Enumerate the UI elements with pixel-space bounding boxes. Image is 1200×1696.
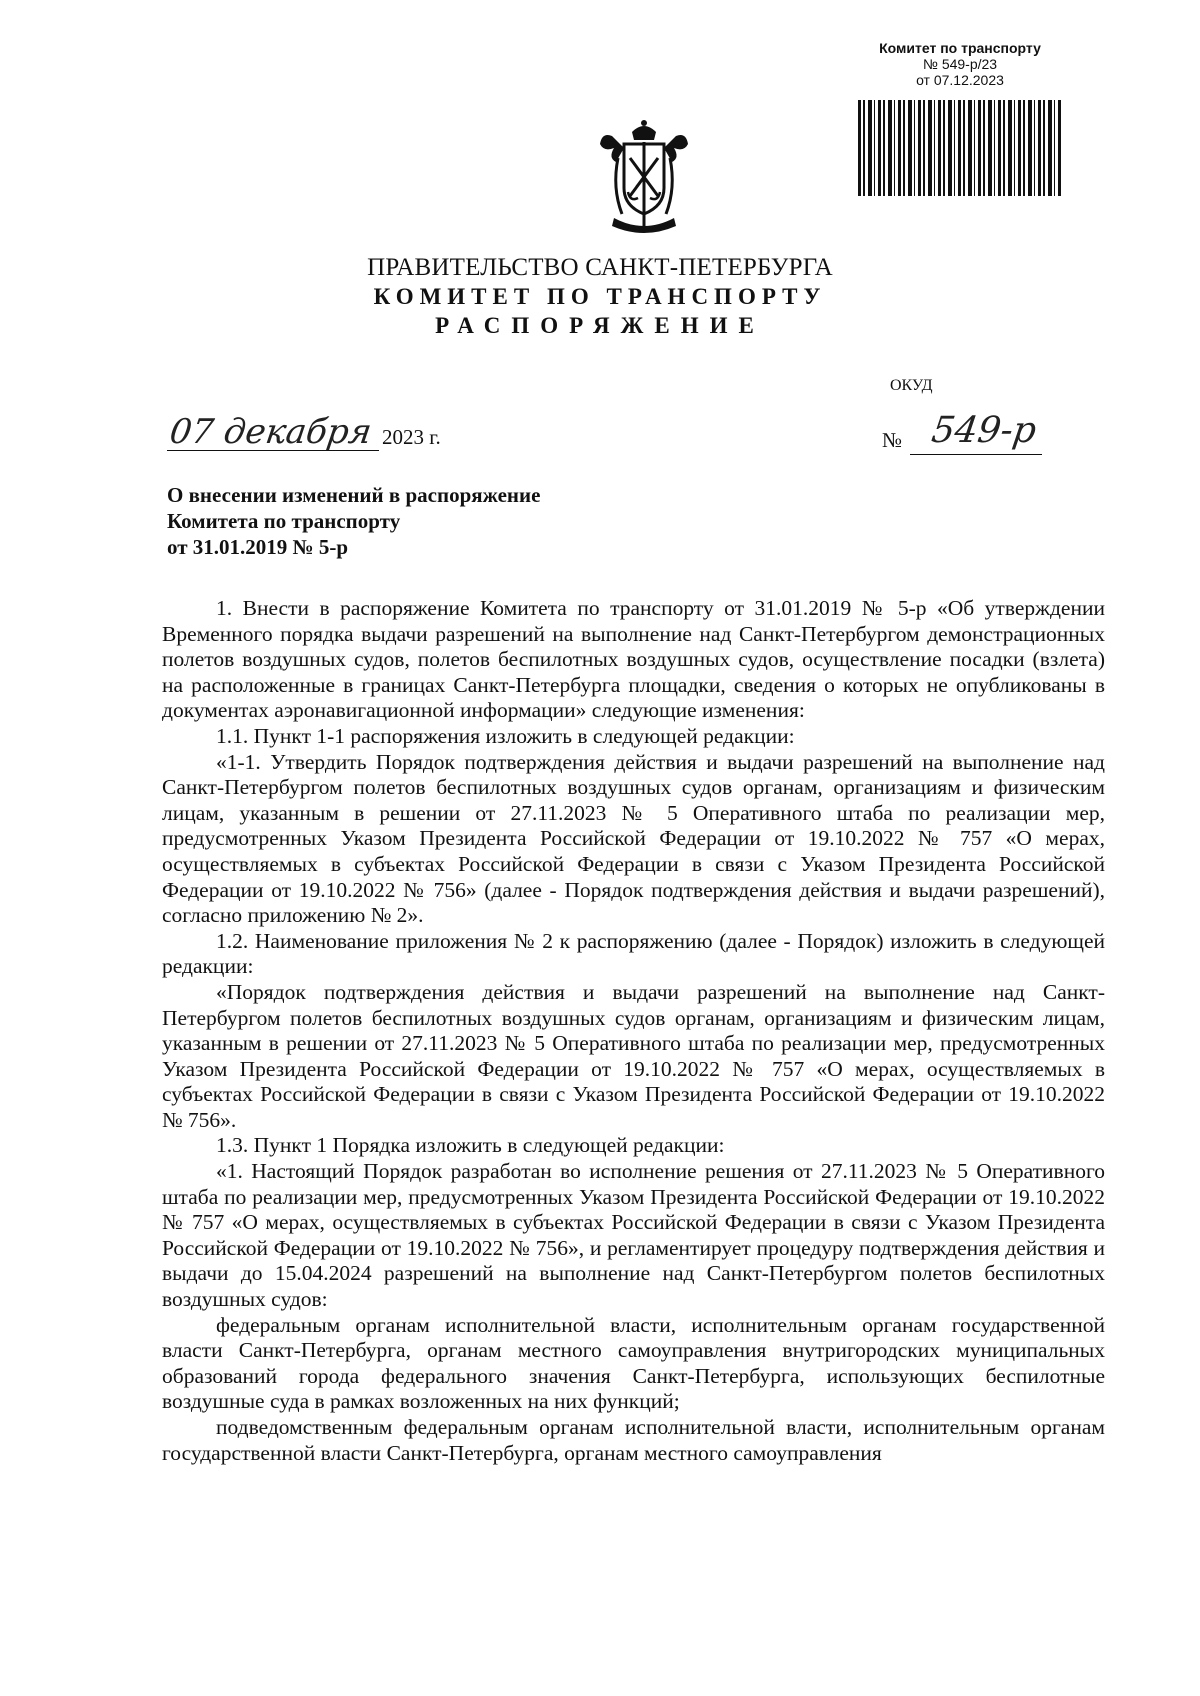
barcode (858, 100, 1062, 196)
body-paragraph: подведомственным федеральным органам исполнительной власти, исполнительным органам государственной власти Санкт-Петербурга, органам местного самоуправления (162, 1415, 1105, 1465)
number-sign: № (882, 428, 903, 452)
body-paragraph: 1.3. Пункт 1 Порядка изложить в следующей редакции: (216, 1133, 725, 1158)
document-type-title: РАСПОРЯЖЕНИЕ (435, 313, 765, 338)
committee-title: КОМИТЕТ ПО ТРАНСПОРТУ (373, 284, 827, 309)
body-paragraph: 1.1. Пункт 1-1 распоряжения изложить в следующей редакции: (216, 723, 795, 748)
stamp-line-number: № 549-р/23 (922, 56, 998, 72)
stamp-line-date: от 07.12.2023 (916, 72, 1004, 88)
document-subject (167, 482, 687, 560)
date-year: 2023 г. (382, 425, 441, 449)
registration-stamp (850, 40, 1070, 88)
document-body (162, 596, 1105, 1466)
body-paragraph: «1-1. Утвердить Порядок подтверждения действия и выдачи разрешений на выполнение над Санкт-Петербургом полетов беспилотных воздушных судов органам, организациям и физическим лицам, указанным в решении от 27.11.2023 № 5 Оперативного штаба по реализации мер, предусмотренных Указом Президента Российской Федерации от 19.10.2022 № 757 «О мерах, осуществляемых в субъектах Российской Федерации в связи с Указом Президента Российской Федерации от 19.10.2022 № 756» (далее - Порядок подтверждения действия и выдачи разрешений), согласно приложению № 2». (162, 749, 1105, 928)
subject-line: от 31.01.2019 № 5-р (167, 535, 349, 559)
body-paragraph: федеральным органам исполнительной власти, исполнительным органам государственной власти Санкт-Петербурга, органам местного самоуправления внутригородских муниципальных образований города федерального значения Санкт-Петербурга, использующих беспилотные воздушные суда в рамках возложенных на них функций; (162, 1312, 1105, 1414)
government-title: ПРАВИТЕЛЬСТВО САНКТ-ПЕТЕРБУРГА (367, 254, 833, 281)
body-paragraph: «1. Настоящий Порядок разработан во исполнение решения от 27.11.2023 № 5 Оперативного штаба по реализации мер, предусмотренных Указом Президента Российской Федерации от 19.10.2022 № 757 «О мерах, осуществляемых в субъектах Российской Федерации в связи с Указом Президента Российской Федерации от 19.10.2022 № 756», и регламентирует процедуру подтверждения действия и выдачи до 15.04.2024 разрешений на выполнение над Санкт-Петербургом полетов беспилотных воздушных судов: (162, 1159, 1105, 1312)
okud-label: ОКУД (890, 377, 933, 394)
subject-line: Комитета по транспорту (167, 509, 401, 533)
body-paragraph: 1.2. Наименование приложения № 2 к распоряжению (далее - Порядок) изложить в следующей редакции: (162, 928, 1105, 979)
handwritten-number: 549-р (929, 410, 1039, 451)
subject-line: О внесении изменений в распоряжение (167, 483, 541, 507)
body-paragraph: «Порядок подтверждения действия и выдачи разрешений на выполнение над Санкт-Петербургом полетов беспилотных воздушных судов органам, организациям и физическим лицам, указанным в решении от 27.11.2023 № 5 Оперативного штаба по реализации мер, предусмотренных Указом Президента Российской Федерации от 19.10.2022 № 757 «О мерах, осуществляемых в субъектах Российской Федерации в связи с Указом Президента Российской Федерации от 19.10.2022 № 756». (162, 979, 1105, 1132)
body-paragraph: 1. Внести в распоряжение Комитета по транспорту от 31.01.2019 № 5-р «Об утверждении Временного порядка выдачи разрешений на выполнение над Санкт-Петербургом демонстрационных полетов воздушных судов, полетов беспилотных воздушных судов, осуществление посадки (взлета) на расположенные в границах Санкт-Петербурга площадки, сведения о которых не опубликованы в документах аэронавигационной информации» следующие изменения: (162, 596, 1105, 723)
coat-of-arms-icon (594, 118, 694, 236)
handwritten-date: 07 декабря (167, 412, 375, 452)
stamp-line-committee: Комитет по транспорту (879, 40, 1041, 56)
